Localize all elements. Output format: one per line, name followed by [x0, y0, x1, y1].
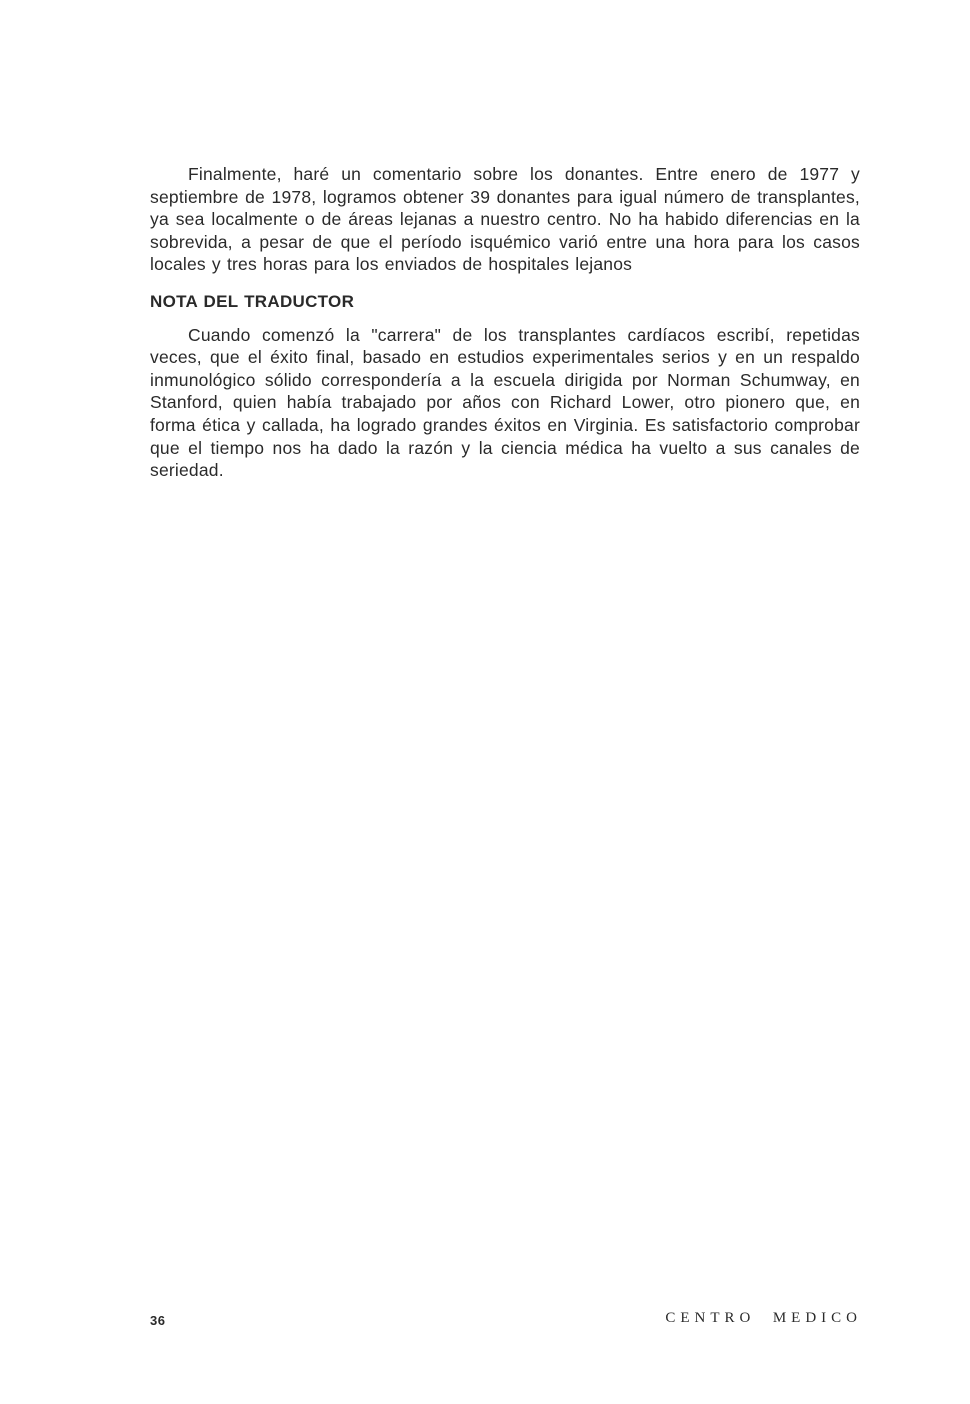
section-heading: NOTA DEL TRADUCTOR	[150, 291, 355, 311]
publication-title: CENTRO MEDICO	[665, 1310, 862, 1326]
page-number: 36	[150, 1313, 166, 1328]
article-body	[150, 163, 860, 482]
paragraph-donantes: Finalmente, haré un comentario sobre los donantes. Entre enero de 1977 y septiembre de 1978, logramos obtener 39 donantes para igual número de transplantes, ya sea localmente o de áreas lejanas a nuestro centro. No ha habido diferencias en la sobrevida, a pesar de que el período isquémico varió entre una hora para los casos locales y tres horas para los enviados de hospitales lejanos	[150, 164, 860, 275]
paragraph-nota-traductor: Cuando comenzó la "carrera" de los transplantes cardíacos escribí, repetidas veces, que el éxito final, basado en estudios experimentales serios y en un respaldo inmunológico sólido correspondería a la escuela dirigida por Norman Schumway, en Stanford, quien había trabajado por años con Richard Lower, otro pionero que, en forma ética y callada, ha logrado grandes éxitos en Virginia. Es satisfactorio comprobar que el tiempo nos ha dado la razón y la ciencia médica ha vuelto a sus canales de seriedad.	[150, 324, 860, 481]
